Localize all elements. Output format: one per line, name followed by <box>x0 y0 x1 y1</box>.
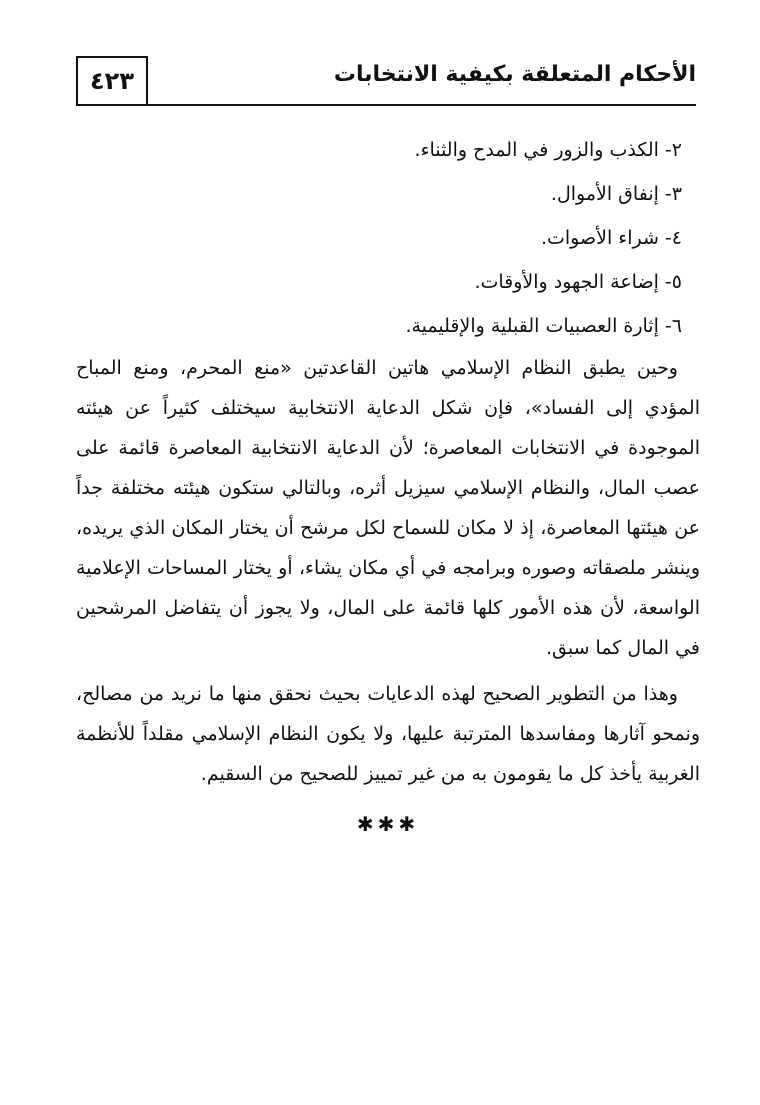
section-separator: ✱✱✱ <box>356 812 420 836</box>
list-item: ٣- إنفاق الأموال. <box>550 183 682 205</box>
page-number: ٤٢٣ <box>76 56 148 106</box>
numbered-list <box>76 128 700 348</box>
list-item: ٢- الكذب والزور في المدح والثناء. <box>414 139 682 161</box>
list-item: ٦- إثارة العصبيات القبلية والإقليمية. <box>405 315 682 337</box>
paragraph: وحين يطبق النظام الإسلامي هاتين القاعدتين «منع المحرم، ومنع المباح المؤدي إلى الفساد»، فإن شكل الدعاية الانتخابية سيختلف كثيراً عن هيئته الموجودة في الانتخابات المعاصرة؛ لأن الدعاية الانتخابية المعاصرة قائمة على عصب المال، والنظام الإسلامي سيزيل أثره، وبالتالي ستكون هيئته مختلفة جداً عن هيئتها المعاصرة، إذ لا مكان للسماح لكل مرشح أن يختار المكان الذي يريده، وينشر ملصقاته وصوره وبرامجه في أي مكان يشاء، أو يختار المساحات الإعلامية الواسعة، لأن هذه الأمور كلها قائمة على المال، ولا يجوز أن يتفاضل المرشحين في المال كما سبق. <box>76 357 700 659</box>
paragraph: وهذا من التطوير الصحيح لهذه الدعايات بحيث نحقق منها ما نريد من مصالح، ونمحو آثارها ومفاسدها المترتبة عليها، ولا يكون النظام الإسلامي مقلداً للأنظمة الغربية يأخذ كل ما يقومون به من غير تمييز للصحيح من السقيم. <box>76 683 700 785</box>
list-item: ٤- شراء الأصوات. <box>540 227 682 249</box>
header-rule <box>148 104 696 106</box>
running-title: الأحكام المتعلقة بكيفية الانتخابات <box>333 62 696 87</box>
page-body <box>76 128 700 844</box>
page-header <box>76 56 696 108</box>
list-item: ٥- إضاعة الجهود والأوقات. <box>474 271 682 293</box>
